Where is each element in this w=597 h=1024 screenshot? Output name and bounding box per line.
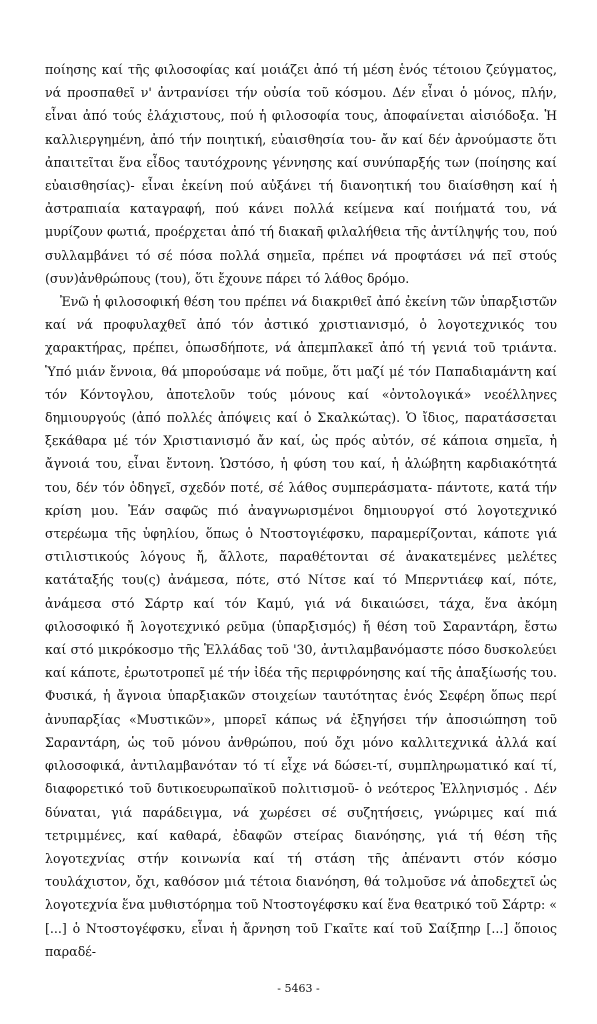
- paragraph: Ἐνῶ ἡ φιλοσοφική θέση του πρέπει νά διακριθεῖ ἀπό ἐκείνη τῶν ὑπαρξιστῶν καί νά προφυλαχθεῖ ἀπό τόν ἀστικό χριστιανισμό, ὁ λογοτεχνικός του χαρακτήρας, πρέπει, ὁπωσδήποτε, νά ἀπεμπλακεῖ ἀπό τή γενιά τοῦ τριάντα. Ὑπό μιάν ἔννοια, θά μπορούσαμε νά ποῦμε, ὅτι μαζί μέ τόν Παπαδιαμάντη καί τόν Κόντογλου, ἀποτελοῦν τούς μόνους καί «ὀντολογικά» νεοέλληνες δημιουργούς (ἀπό πολλές ἀπόψεις καί ὁ Σκαλκώτας). Ὁ ἴδιος, παρατάσσεται ξεκάθαρα μέ τόν Χριστιανισμό ἄν καί, ὡς πρός αὐτόν, σέ κάποια σημεῖα, ἡ ἄγνοιά του, εἶναι ἔντονη. Ὡστόσο, ἡ φύση του καί, ἡ ἀλώβητη καρδιακότητά του, δέν τόν ὁδηγεῖ, σχεδόν ποτέ, σέ λάθος συμπεράσματα- πάντοτε, κατά τήν κρίση μου. Ἐάν σαφῶς πιό ἀναγνωρισμένοι δημιουργοί στό λογοτεχνικό στερέωμα τῆς ὑφηλίου, ὅπως ὁ Ντοστογιέφσκυ, παραμερίζονται, κάποτε γιά στιλιστικούς λόγους ἤ, ἄλλοτε, παραθέτονται σέ ἀνακατεμένες μελέτες κατάταξής του(ς) ἀνάμεσα, πότε, στό Νίτσε καί τό Μπερντιάεφ καί, πότε, ἀνάμεσα στό Σάρτρ καί τόν Καμύ, γιά νά δικαιώσει, τάχα, ἕνα ἀκόμη φιλοσοφικό ἤ λογοτεχνικό ρεῦμα (ὑπαρξισμός) ἤ θέση τοῦ Σαραντάρη, ἔστω καί στό μικρόκοσμο τῆς Ἑλλάδας τοῦ '30, ἀντιλαμβανόμαστε πόσο δυσκολεύει καί κάποτε, ἐρωτοτροπεῖ μέ τήν ἰδέα τῆς περιφρόνησης καί τῆς ἀπαξίωσής του. Φυσικά, ἡ ἄγνοια ὑπαρξιακῶν στοιχείων ταυτότητας ἑνός Σεφέρη ὅπως περί ἀνυπαρξίας «Μυστικῶν», μπορεῖ κάπως νά ἐξηγήσει τήν ἀποσιώπηση τοῦ Σαραντάρη, ὡς τοῦ μόνου ἀνθρώπου, πού ὄχι μόνο καλλιτεχνικά ἀλλά καί φιλοσοφικά, ἀντιλαμβανόταν τό τί εἶχε νά δώσει-τί, συμπληρωματικό καί τί, διαφορετικό τοῦ δυτικοευρωπαϊκοῦ πολιτισμοῦ- ὁ νεότερος Ἑλληνισμός . Δέν δύναται, γιά παράδειγμα, νά χωρέσει σέ συζητήσεις, γνώριμες καί πιά τετριμμένες, καί καθαρά, ἐδαφῶν στείρας διανόησης, γιά τή θέση τῆς λογοτεχνίας στήν κοινωνία καί τή στάση τῆς ἀπέναντι στόν κόσμο τουλάχιστον, ὄχι, καθόσον μιά τέτοια διανόηση, θά τολμοῦσε νά ἀποδεχτεῖ ὡς λογοτεχνία ἕνα μυθιστόρημα τοῦ Ντοστογέφσκυ καί ἕνα θεατρικό τοῦ Σάρτρ: « [...] ὁ Ντοστογέφσκυ, εἶναι ἡ ἄρνηση τοῦ Γκαῖτε καί τοῦ Σαίξπηρ [...] ὅποιος παραδέ-: [45, 294, 557, 959]
- page-text-block: [45, 58, 557, 963]
- paragraph: ποίησης καί τῆς φιλοσοφίας καί μοιάζει ἀπό τή μέση ἑνός τέτοιου ζεύγματος, νά προσπαθεῖ ν' ἀντρανίσει τήν οὐσία τοῦ κόσμου. Δέν εἶναι ὁ μόνος, πλήν, εἶναι ἀπό τούς ἐλάχιστους, πού ἡ φιλοσοφία τους, ἀποφαίνεται αἰσιόδοξα. Ἡ καλλιεργημένη, ἀπό τήν ποιητική, εὐαισθησία του- ἄν καί δέν ἀρνούμαστε ὅτι ἀπαιτεῖται ἕνα εἶδος ταυτόχρονης γέννησης καί συνύπαρξής των (ποίησης καί εὐαισθησίας)- εἶναι ἐκείνη πού αὐξάνει τή διανοητική του διαίσθηση καί ἡ ἀστραπιαία καταγραφή, πού κάνει πολλά κείμενα καί ποιήματά του, νά μυρίζουν φωτιά, προέρχεται ἀπό τή διακαῆ φιλαλήθεια τῆς ἀντίληψής του, πού συλλαμβάνει τό σέ πόσα πολλά σημεῖα, πρέπει νά προφτάσει νά πεῖ στούς (συν)ἀνθρώπους (του), ὅτι ἔχουνε πάρει τό λάθος δρόμο.: [45, 62, 557, 286]
- page-number: - 5463 -: [277, 982, 320, 995]
